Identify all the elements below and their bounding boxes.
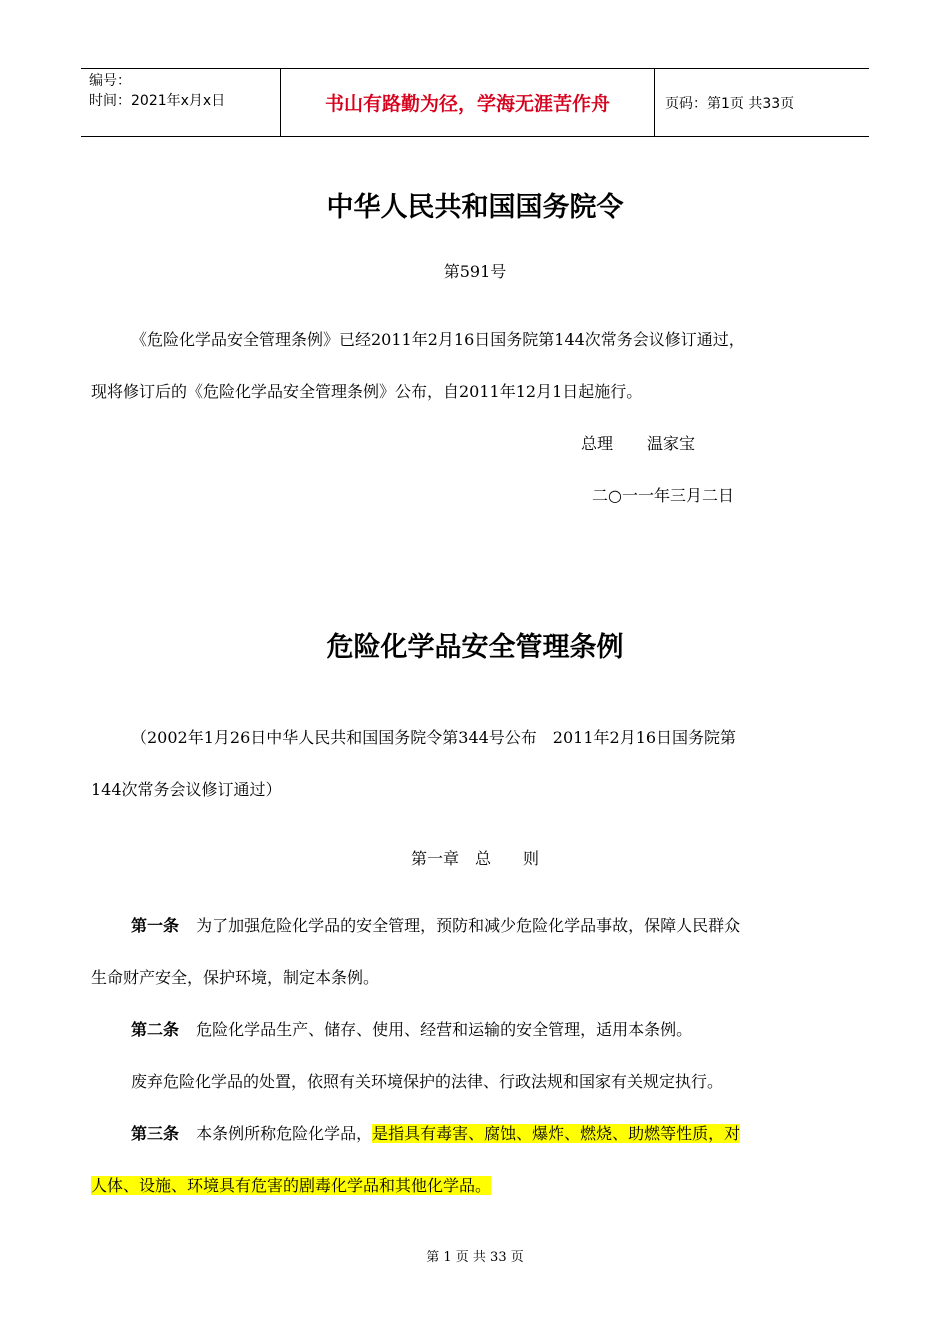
- article-1-line1: [131, 913, 740, 936]
- regulation-note-line1: （2002年1月26日中华人民共和国国务院令第344号公布 2011年2月16日国务院第: [131, 728, 737, 747]
- document-header: [81, 68, 869, 137]
- header-page-info: 页码：第1页 共33页: [665, 95, 795, 112]
- regulation-title: 危险化学品安全管理条例: [326, 632, 624, 663]
- chapter-heading: 第一章 总 则: [410, 849, 539, 868]
- article-3-label: 第三条: [131, 1124, 180, 1143]
- time-label: 时间：2021年x月x日: [89, 93, 226, 109]
- article-1-text: 为了加强危险化学品的安全管理，预防和减少危险化学品事故，保障人民群众: [196, 916, 741, 935]
- regulation-note-line2: 144次常务会议修订通过）: [91, 780, 282, 799]
- decree-date: 二○一一年三月二日: [592, 486, 734, 505]
- article-3-line1: [131, 1121, 740, 1144]
- article-1-label: 第一条: [131, 916, 180, 935]
- number-label: 编号：: [89, 73, 131, 89]
- article-3-text: 本条例所称危险化学品，: [196, 1124, 373, 1143]
- signer-title: 总理: [581, 434, 614, 453]
- article-3-highlight-1: 是指具有毒害、腐蚀、爆炸、燃烧、助燃等性质，对: [372, 1124, 741, 1143]
- decree-title: 中华人民共和国国务院令: [326, 192, 624, 223]
- decree-body-line1: 《危险化学品安全管理条例》已经2011年2月16日国务院第144次常务会议修订通过，: [131, 330, 745, 349]
- article-3-highlight-2: 人体、设施、环境具有危害的剧毒化学品和其他化学品。: [91, 1176, 492, 1195]
- article-2-line1: [131, 1017, 692, 1040]
- article-2-line2: 废弃危险化学品的处置，依照有关环境保护的法律、行政法规和国家有关规定执行。: [131, 1072, 724, 1091]
- decree-body-line2: 现将修订后的《危险化学品安全管理条例》公布，自2011年12月1日起施行。: [91, 382, 643, 401]
- decree-number: 第591号: [443, 262, 507, 281]
- article-1-line2: 生命财产安全，保护环境，制定本条例。: [91, 968, 380, 987]
- article-2-label: 第二条: [131, 1020, 180, 1039]
- page-footer: 第 1 页 共 33 页: [426, 1250, 524, 1265]
- article-3-line2: [91, 1173, 491, 1196]
- signer-name: 温家宝: [647, 434, 696, 453]
- header-meta: [81, 69, 281, 136]
- article-2-text: 危险化学品生产、储存、使用、经营和运输的安全管理，适用本条例。: [196, 1020, 693, 1039]
- header-motto: 书山有路勤为径，学海无涯苦作舟: [281, 69, 655, 136]
